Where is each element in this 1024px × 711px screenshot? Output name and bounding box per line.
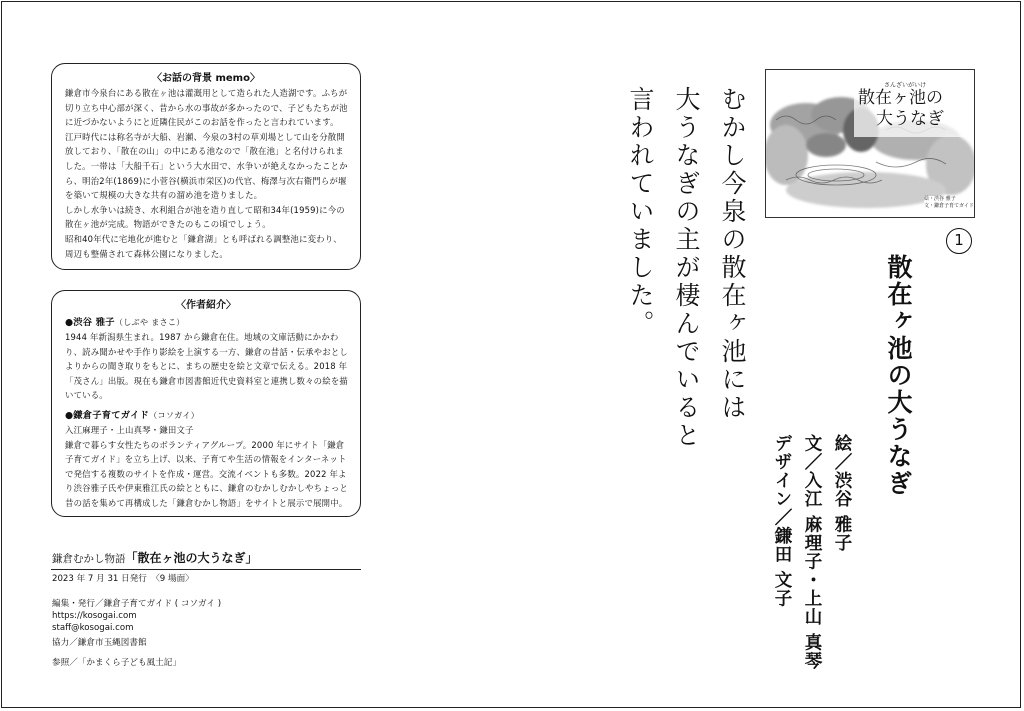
story-line-3: 言われていました。 xyxy=(626,86,655,338)
memo-paragraph: 江戸時代には称名寺が大船、岩瀬、今泉の3村の草刈場として山を分散開放しており、「散在の山」の中にある池なので「散在池」と名付けられました。一帯は「大船千石」という大水田で、水争いが絶えなかったことから、明治2年(1869)に小菅谷(横浜市栄区)の代官、梅澤与次右衛門らが堰を築いて規模の大きな共有の溜め池を造りました。 xyxy=(65,131,348,201)
cover-credit-2: 文・鎌倉子育てガイド xyxy=(924,203,974,209)
memo-paragraph: 鎌倉市今泉台にある散在ヶ池は灌漑用として造られた人造湖です。ふちが切り立ち中心部が深く、昔から水の事故が多かったので、子どもたちが池に近づかないようにと近隣住民がこのお話を作ったと言われています。 xyxy=(65,88,348,128)
publication-url: https://kosogai.com xyxy=(52,611,137,621)
scene-number: 1 xyxy=(954,231,964,249)
book-title: 「散在ヶ池の大うなぎ」 xyxy=(125,551,258,565)
publication-email: staff@kosogai.com xyxy=(52,623,134,633)
publication-divider xyxy=(51,569,361,570)
author1-bio: 1944 年新潟県生まれ。1987 から鎌倉在住。地域の文庫活動にかかわり、読み聞かせや手作り影絵を上演する一方、鎌倉の昔話・伝承やおとしよりからの聞き取りをもとに、まちの歴史を絵と文章で伝える。2018 年「茂さん」出版。現在も鎌倉市図書館近代史資料室と連携し数々の絵を描いている。 xyxy=(65,332,348,401)
cover-title-line-2: 大うなぎ xyxy=(876,109,944,129)
series-name: 鎌倉むかし物語 xyxy=(52,553,126,565)
credit-design: デザイン／鎌田 文子 xyxy=(772,434,792,608)
memo-text xyxy=(52,84,360,261)
author1-name: ●渋谷 雅子 xyxy=(65,317,115,328)
author2-heading xyxy=(65,408,348,423)
authors-title: 〈作者紹介〉 xyxy=(176,300,236,311)
authors-box xyxy=(51,290,361,517)
cover-thumbnail xyxy=(765,69,975,218)
author2-bio: 鎌倉で暮らす女性たちのボランティアグループ。2000 年にサイト「鎌倉子育てガイド」を立ち上げ、以来、子育てや生活の情報をインターネットで発信する複数のサイトを作成・運営。交流イベントも多数。2022 年より渋谷雅子氏や伊東雅江氏の絵とともに、鎌倉のむかしむかしやちょっと昔の話を集めて再構成した「鎌倉むかし物語」をサイトと展示で展開中。 xyxy=(65,439,348,508)
memo-title: 〈お話の背景 memo〉 xyxy=(152,73,260,84)
cover-ruby: さんざいがいけ xyxy=(884,82,927,89)
publication-reference: 参照／「かまくら子ども風土記」 xyxy=(52,658,181,668)
publication-title-line xyxy=(52,552,258,565)
cover-title xyxy=(858,88,944,130)
author2-name: ●鎌倉子育てガイド xyxy=(65,409,150,421)
memo-paragraph: 昭和40年代に宅地化が進むと「鎌倉湖」とも呼ばれる調整池に変わり、周辺も整備されて森林公園になりました。 xyxy=(65,233,342,259)
publication-date: 2023 年 7 月 31 日発行 〈9 場面〉 xyxy=(52,574,194,584)
background-memo-box xyxy=(51,63,361,270)
story-line-1: むかし今泉の散在ヶ池には xyxy=(718,86,747,422)
story-line-2: 大うなぎの主が棲んでいると xyxy=(672,86,701,450)
vertical-title: 散在ヶ池の大うなぎ xyxy=(884,254,913,497)
scene-number-badge xyxy=(946,228,972,254)
author2-members: 入江麻理子・上山真琴・鎌田文子 xyxy=(65,424,194,435)
cover-credits xyxy=(924,196,974,210)
cover-credit-1: 絵・渋谷 雅子 xyxy=(924,196,956,202)
author2-kana: （コソガイ） xyxy=(149,409,200,420)
author1-kana: （しぶや まさこ） xyxy=(114,317,185,327)
credit-illustration: 絵／渋谷 雅子 xyxy=(832,434,852,553)
memo-paragraph: しかし水争いは続き、水利組合が池を造り直して昭和34年(1959)に今の散在ヶ池が完成。物語ができたのもこの頃でしょう。 xyxy=(65,204,345,230)
publication-cooperation: 協力／鎌倉市玉縄図書館 xyxy=(52,638,147,648)
cover-title-line-1: 散在ヶ池の xyxy=(858,88,943,108)
publication-editor: 編集・発行／鎌倉子育てガイド ( コソガイ ) xyxy=(52,599,222,609)
story-text xyxy=(605,86,755,516)
credit-text: 文／入江 麻理子・上山 真琴 xyxy=(802,434,822,671)
authors-text xyxy=(52,311,360,511)
author1-heading xyxy=(65,315,348,330)
